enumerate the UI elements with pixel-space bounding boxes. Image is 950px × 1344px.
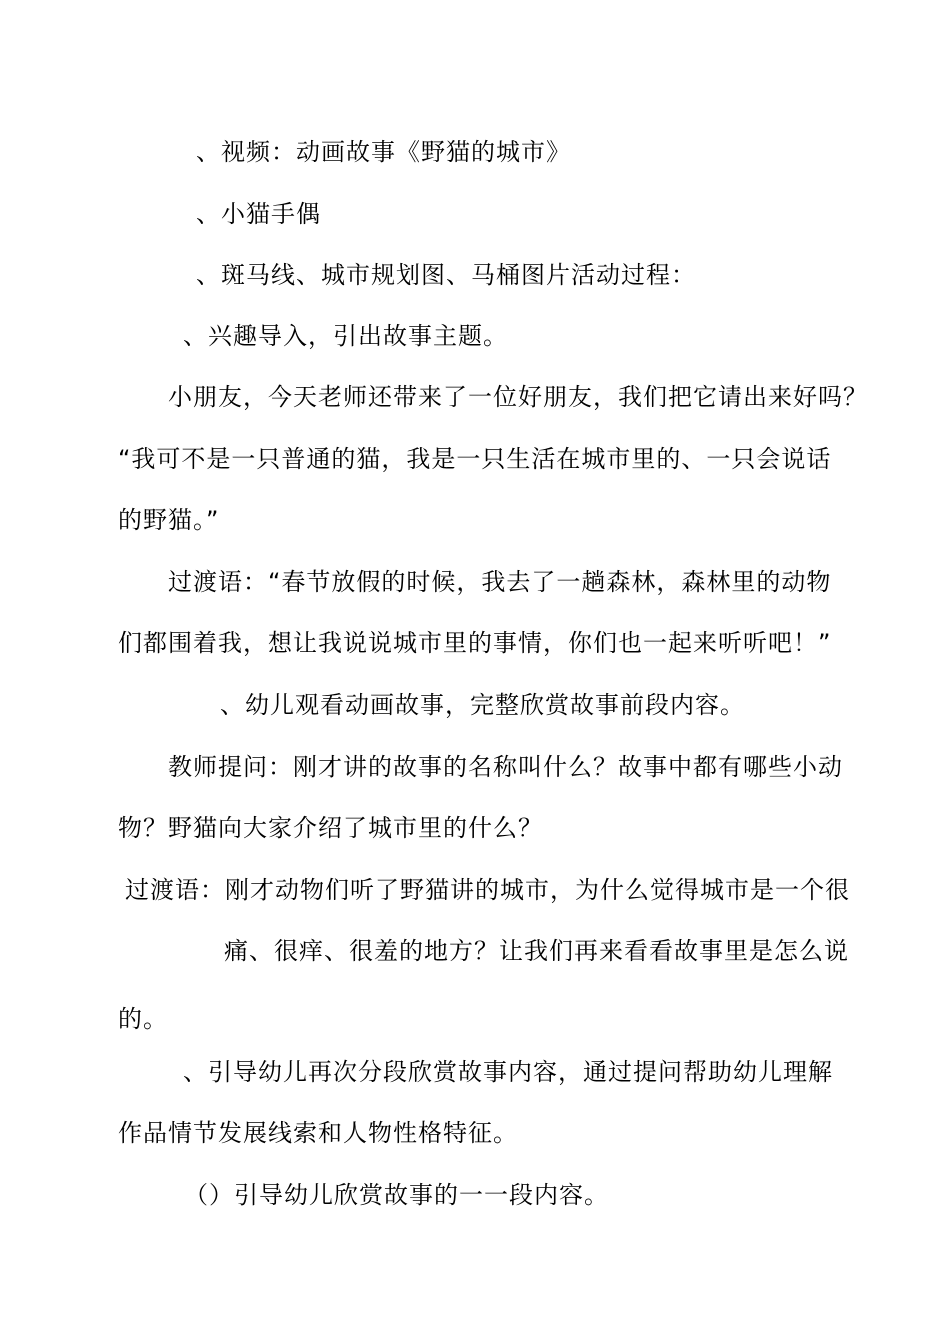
text-line-transition-2b: 痛、很痒、很羞的地方？让我们再来看看故事里是怎么说 xyxy=(224,937,849,965)
text-line-step-segments-1: 、引导幼儿再次分段欣赏故事内容，通过提问帮助幼儿理解 xyxy=(183,1058,833,1086)
text-line-teacher-greeting: 小朋友，今天老师还带来了一位好朋友，我们把它请出来好吗？ xyxy=(168,383,868,411)
text-line-step-watch: 、幼儿观看动画故事，完整欣赏故事前段内容。 xyxy=(220,691,745,719)
text-line-materials-video: 、视频：动画故事《野猫的城市》 xyxy=(196,138,571,166)
text-line-transition-1b: 们都围着我，想让我说说城市里的事情，你们也一起来听听吧！” xyxy=(118,629,832,657)
text-line-cat-quote-1: “我可不是一只普通的猫，我是一只生活在城市里的、一只会说话 xyxy=(118,445,832,473)
text-line-materials-puppet: 、小猫手偶 xyxy=(196,200,321,228)
text-line-transition-1a: 过渡语：“春节放假的时候，我去了一趟森林，森林里的动物 xyxy=(168,568,832,596)
text-line-step-segments-2: 作品情节发展线索和人物性格特征。 xyxy=(118,1119,518,1147)
text-line-materials-pictures: 、斑马线、城市规划图、马桶图片活动过程： xyxy=(196,261,696,289)
text-line-transition-2c: 的。 xyxy=(118,1005,168,1033)
text-line-teacher-question-2: 物？野猫向大家介绍了城市里的什么？ xyxy=(118,814,543,842)
text-line-step-intro: 、兴趣导入，引出故事主题。 xyxy=(183,322,508,350)
text-line-teacher-question-1: 教师提问：刚才讲的故事的名称叫什么？故事中都有哪些小动 xyxy=(168,753,843,781)
text-line-cat-quote-2: 的野猫。” xyxy=(118,506,220,534)
text-line-transition-2a: 过渡语：刚才动物们听了野猫讲的城市，为什么觉得城市是一个很 xyxy=(125,876,850,904)
text-line-substep-1: （）引导幼儿欣赏故事的一一段内容。 xyxy=(184,1181,609,1209)
